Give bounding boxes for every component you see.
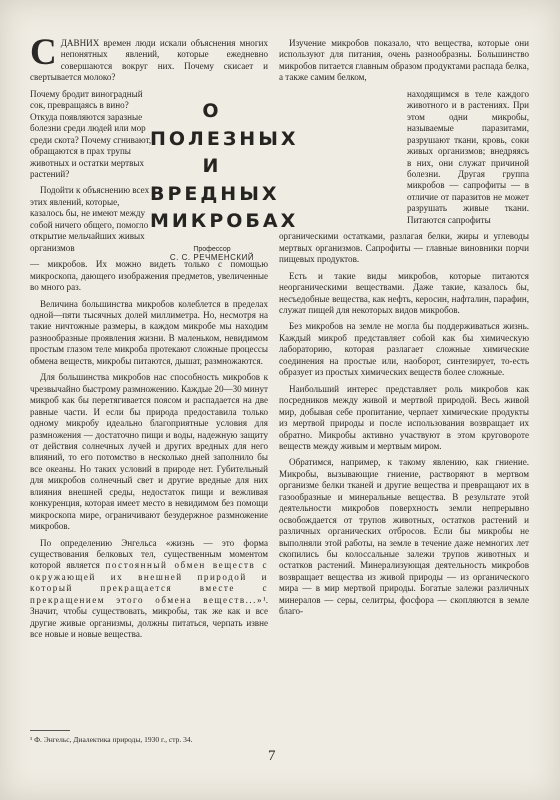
paragraph: Обратимся, например, к такому явлению, как гниение. Микробы, вызывающие гниение, растворяют в мертвом организме белки тканей и другие вещества и превращают их в газообразные и минеральные вещества. В результате этой деятельности микробов поверхность земли непрерывно освобождается от трупов животных, остатков растений и различных органических отбросов. Если бы микробы не выполняли этой работы, на земле в течение даже немногих лет скопились бы колоссальные залежи трупов животных и остатков растений. Минерализующая деятельность микробов возвращает вещества из живой природы — из органического мира — в мир мертвой природы. Богатые залежи различных минералов — серы, селитры, фосфора — скопляются в земле благо- <box>279 457 529 617</box>
footnote-divider <box>30 730 70 731</box>
paragraph-text: ДАВНИХ времен люди искали объяснения многих непонятных явлений, которые ежедневно совершаются вокруг них. Почему скисает и свертывается молоко? <box>30 38 268 83</box>
paragraph: Почему бродит виноградный сок, превращаясь в вино? Откуда появляются заразные болезни среди людей или мор среди скота? Почему сгнивают, обращаются в прах трупы животных и остатки мертвых растений? <box>30 88 152 179</box>
footnote: ¹ Ф. Энгельс, Диалектика природы, 1930 г., стр. 34. <box>30 735 193 744</box>
paragraph: находящимся в теле каждого животного и в растениях. При этом одни микробы, называемые паразитами, разрушают ткани, кровь, соки живых организмов; внедряясь в них, они служат причиной болезни. Другая группа микробов — сапрофиты — в отличие от паразитов не может разрушать живые ткани. Питаются сапрофиты <box>407 88 529 225</box>
left-column <box>30 32 268 646</box>
paragraph: Величина большинства микробов колеблется в пределах одной—пяти тысячных долей миллиметра. Но, несмотря на такие ничтожные размеры, в каждом микробе мы находим разнообразные проявления жизни. В маленьком, невидимом простым глазом теле микроба протекают сложные процессы обмена веществ, микробы питаются, дышат, размножаются. <box>30 298 268 366</box>
title-line: МИКРОБАХ <box>150 210 299 233</box>
paragraph: Наибольший интерес представляет роль микробов как посредников между живой и мертвой природой. Весь живой мир, добывая себе пропитание, черпает химические продукты из мертвой природы и после использования возвращает их обратно. Микробы активно участвуют в этом круговороте веществ между живым и мертвым миром. <box>279 383 529 451</box>
spaced-text: постоянный обмен веществ с окружающей их внешней природой и который прекращается вместе с прекращением этого обмена веществ...» <box>30 560 268 605</box>
text: ¹. Значит, чтобы существовать, микробы, так же как и все другие живые организмы, должны питаться, черпать извне все новые и новые вещества. <box>30 594 268 640</box>
page-number: 7 <box>268 748 276 764</box>
title-line: И ВРЕДНЫХ <box>150 155 280 205</box>
paragraph: — микробов. Их можно видеть только с помощью микроскопа, дающего изображения предметов, увеличенные во много раз. <box>30 259 268 293</box>
paragraph: Для большинства микробов нас способность микробов к чрезвычайно быстрому размножению. Каждые 20—30 минут микроб как бы перетягивается поясом и распадается на две равные части. И если бы природа предоставила только одному микробу идеально благоприятные условия для размножения — достаточно пищи и воды, надежную защиту от действия солнечных лучей и других вредных для него влияний, то его потомство в несколько дней заполнило бы все океаны. Но таких условий в природе нет. Губительный для микробов солнечный свет и другие вредные для них влияния внешней среды, недостаток пищи и вежливая конкуренция, которая имеет место в невидимом без помощи микроскопа мире, ограничивают безудержное размножение микробов. <box>30 372 268 532</box>
narrow-right-block <box>407 89 529 226</box>
title-line: О ПОЛЕЗНЫХ <box>150 100 299 150</box>
author-role: Профессор <box>193 245 231 253</box>
paragraph: органическими остатками, разлагая белки, жиры и углеводы мертвых организмов. Сапрофиты — главные виновники порчи пищевых продуктов. <box>279 231 529 265</box>
paragraph <box>30 538 268 641</box>
paragraph <box>30 32 268 84</box>
paragraph: Изучение микробов показало, что вещества, которые они используют для питания, очень разнообразны. Большинство микробов питается главным образом продуктами распада белка, а также самим белком, <box>279 38 529 83</box>
paragraph: Без микробов на земле не могла бы поддерживаться жизнь. Каждый микроб представляет собой как бы химическую лабораторию, которая разлагает сложные химические соединения на простые или, наоборот, синтезирует, то-есть образует из простых химических веществ более сложные. <box>279 321 529 378</box>
text: По определению Энгельса «жизнь — это форма существования белковых тел, существенным моментом которой является <box>30 537 268 571</box>
drop-cap: С <box>30 32 57 73</box>
right-column <box>279 38 529 623</box>
paragraph: Подойти к объяснению всех этих явлений, которые, казалось бы, не имеют между собой ничего общего, помогло открытие мельчайших живых организмов <box>30 185 150 253</box>
author-name: С. С. РЕЧМЕНСКИЙ <box>169 252 255 262</box>
paragraph: Есть и такие виды микробов, которые питаются неорганическими веществами. Даже такие, казалось бы, несъедобные вещества, как нефть, керосин, нафталин, парафин, служат пищей для некоторых видов микробов. <box>279 270 529 315</box>
narrow-text-block <box>30 89 152 254</box>
